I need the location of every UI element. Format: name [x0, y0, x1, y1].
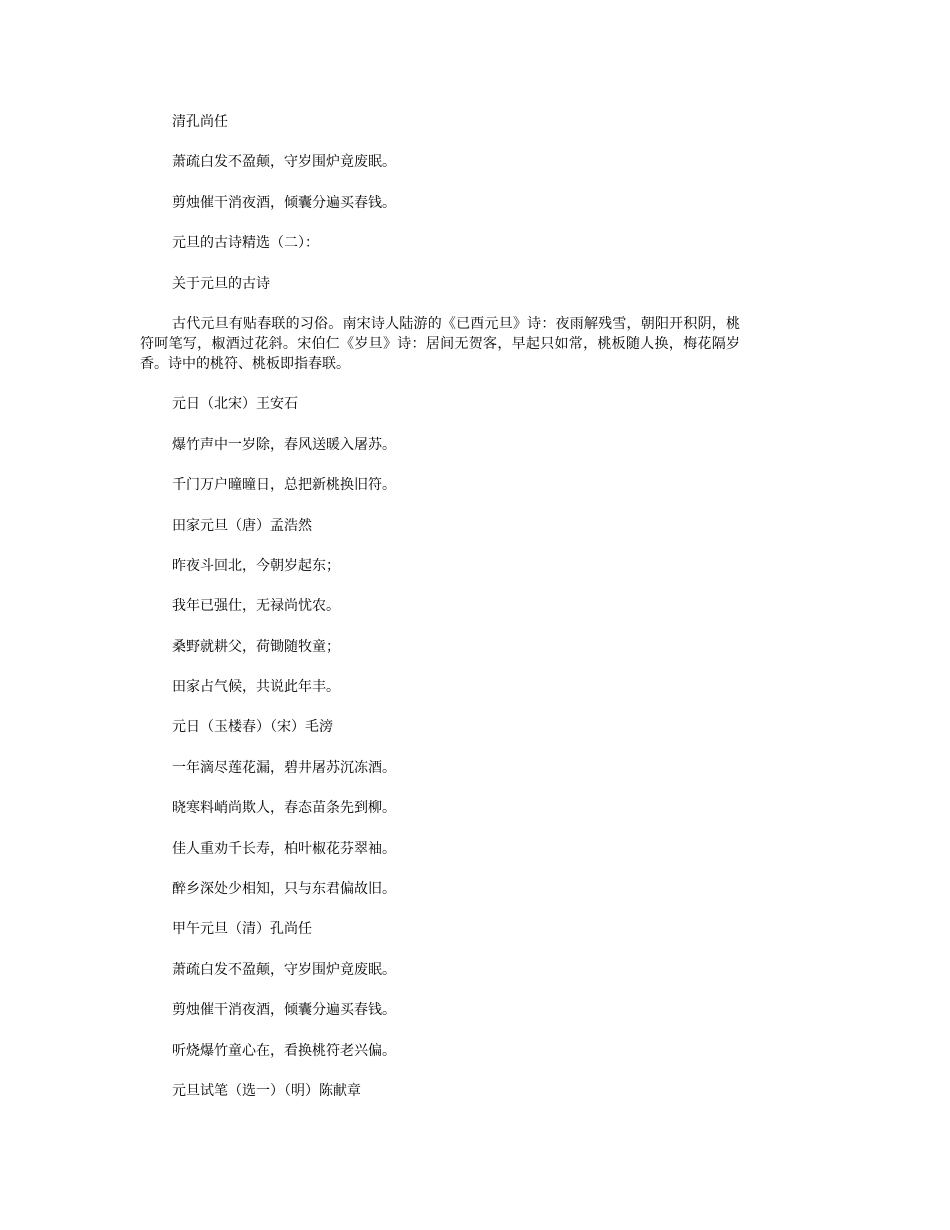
- poem-title: 元日（北宋）王安石: [172, 396, 298, 413]
- poem-line: 听烧爆竹童心在，看换桃符老兴偏。: [172, 1042, 396, 1059]
- poem-line: 剪烛催干消夜酒，倾囊分遍买春钱。: [172, 194, 396, 211]
- poem-line: 晓寒料峭尚欺人，春态苗条先到柳。: [172, 800, 396, 817]
- poem-line: 爆竹声中一岁除，春风送暖入屠苏。: [172, 436, 396, 453]
- poem-line: 昨夜斗回北，今朝岁起东；: [172, 557, 340, 574]
- poem-line: 千门万户曈曈日，总把新桃换旧符。: [172, 477, 396, 494]
- poem-line: 醉乡深处少相知，只与东君偏故旧。: [172, 881, 396, 898]
- poem-line: 剪烛催干消夜酒，倾囊分遍买春钱。: [172, 1002, 396, 1019]
- author-line: 清孔尚任: [172, 114, 228, 130]
- poem-line: 我年已强仕，无禄尚忧农。: [172, 598, 340, 615]
- poem-title: 元日（玉楼春）（宋）毛滂: [172, 719, 333, 736]
- subsection-heading: 关于元旦的古诗: [172, 275, 270, 292]
- intro-paragraph: 古代元旦有贴春联的习俗。南宋诗人陆游的《已酉元旦》诗：夜雨解残雪，朝阳开积阴，桃符呵笔写，椒酒过花斜。宋伯仁《岁旦》诗：居间无贺客，早起只如常，桃板随人换，梅花隔岁香。诗中的桃符、桃板即指春联。: [140, 315, 740, 372]
- poem-line: 萧疏白发不盈颠，守岁围炉竟废眠。: [172, 154, 396, 171]
- poem-line: 一年滴尽莲花漏，碧井屠苏沉冻酒。: [172, 759, 396, 776]
- poem-line: 田家占气候，共说此年丰。: [172, 679, 340, 696]
- poem-line: 萧疏白发不盈颠，守岁围炉竟废眠。: [172, 961, 396, 978]
- section-heading: 元旦的古诗精选（二）：: [172, 235, 319, 252]
- poem-line: 佳人重劝千长寿，柏叶椒花芬翠袖。: [172, 840, 396, 857]
- poem-title: 田家元旦（唐）孟浩然: [172, 517, 312, 534]
- poem-line: 桑野就耕父，荷锄随牧童；: [172, 638, 340, 655]
- document-body: [140, 112, 740, 1121]
- poem-title: 甲午元旦（清）孔尚任: [172, 921, 312, 938]
- poem-title: 元旦试笔（选一）（明）陈献章: [172, 1082, 361, 1099]
